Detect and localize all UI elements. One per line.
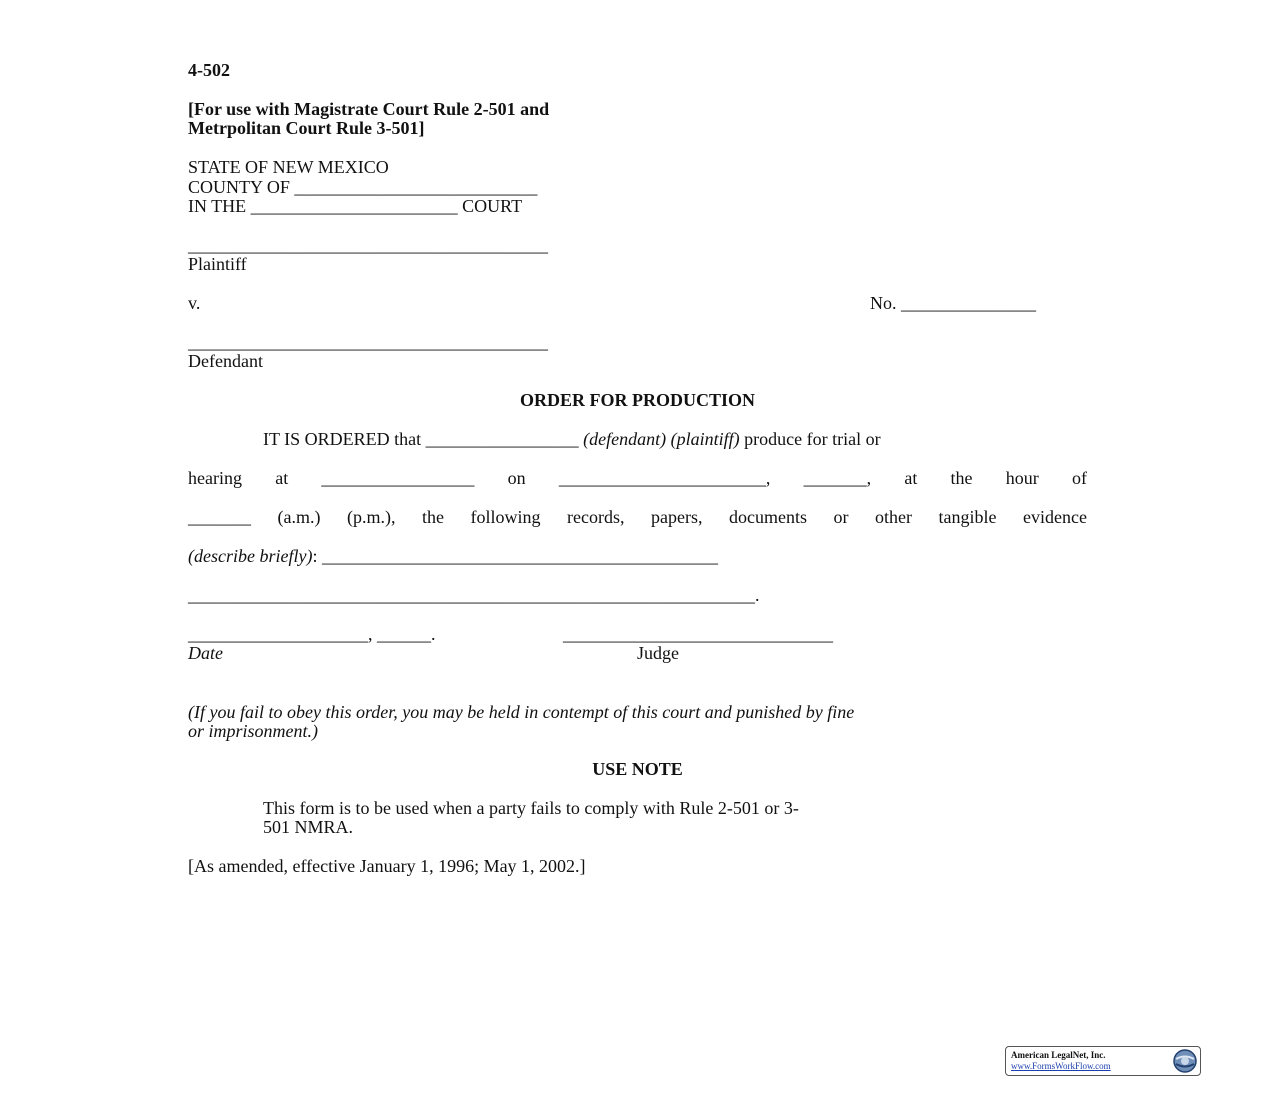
judge-signature-blank: ______________________________ — [563, 624, 833, 644]
state-line: STATE OF NEW MEXICO — [188, 157, 389, 177]
usage-line-2: Metrpolitan Court Rule 3-501] — [188, 118, 425, 138]
plaintiff-blank: ________________________________________ — [188, 235, 548, 255]
use-note-heading: USE NOTE — [592, 759, 683, 779]
order-line-3: _______ (a.m.) (p.m.), the following records, papers, documents or other tangible evidence — [188, 507, 1087, 527]
warning-line-2: or imprisonment.) — [188, 721, 318, 741]
county-line: COUNTY OF ___________________________ — [188, 177, 538, 197]
defendant-label: Defendant — [188, 351, 263, 371]
globe-icon — [1172, 1048, 1198, 1074]
describe-briefly: (describe briefly) — [188, 546, 313, 566]
american-legalnet-logo[interactable] — [1005, 1046, 1201, 1076]
order-line-5: _______________________________________________________________. — [188, 585, 760, 605]
order-line-1 — [263, 429, 881, 449]
order-line-4 — [188, 546, 718, 566]
date-blank: ____________________, ______. — [188, 624, 436, 644]
form-number: 4-502 — [188, 60, 230, 80]
versus: v. — [188, 293, 201, 313]
defendant-blank: ________________________________________ — [188, 332, 548, 352]
usage-line-1: [For use with Magistrate Court Rule 2-501 and — [188, 99, 550, 119]
date-label: Date — [188, 643, 223, 663]
order-line-1-end: produce for trial or — [739, 429, 881, 449]
order-line-1-start: IT IS ORDERED that _________________ — [263, 429, 584, 449]
describe-blank: : ____________________________________________ — [312, 546, 718, 566]
use-note-line-1: This form is to be used when a party fails to comply with Rule 2-501 or 3- — [263, 798, 799, 818]
warning-line-1: (If you fail to obey this order, you may be held in contempt of this court and punished by fine — [188, 702, 855, 722]
amendment-history: [As amended, effective January 1, 1996; May 1, 2002.] — [188, 856, 586, 876]
logo-company: American LegalNet, Inc. — [1011, 1050, 1106, 1060]
use-note-line-2: 501 NMRA. — [263, 817, 354, 837]
document-title: ORDER FOR PRODUCTION — [519, 390, 755, 410]
court-line: IN THE _______________________ COURT — [188, 196, 523, 216]
logo-url[interactable]: www.FormsWorkFlow.com — [1011, 1061, 1111, 1071]
order-line-2: hearing at _________________ on _______________________, _______, at the hour of — [188, 468, 1087, 488]
judge-label: Judge — [637, 643, 679, 663]
party-choice: (defendant) (plaintiff) — [583, 429, 740, 449]
case-number: No. _______________ — [870, 293, 1036, 313]
plaintiff-label: Plaintiff — [188, 254, 247, 274]
